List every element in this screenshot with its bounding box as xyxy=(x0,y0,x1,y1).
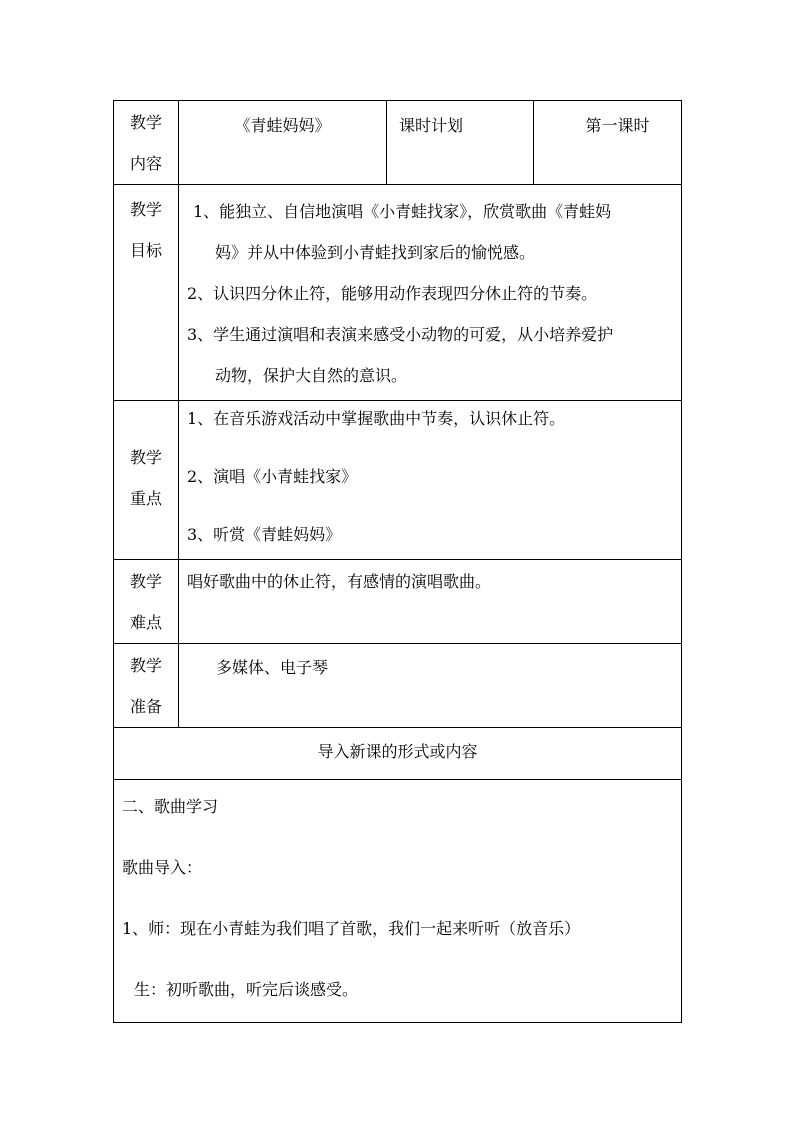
difficulty-label-cell xyxy=(114,560,179,644)
song-title: 《青蛙妈妈》 xyxy=(234,116,331,135)
lesson-cell xyxy=(534,101,682,185)
goals-row xyxy=(114,185,682,401)
content-label-line2: 内容 xyxy=(129,154,162,173)
goal-item-3-cont: 动物，保护大自然的意识。 xyxy=(215,366,408,385)
keypoints-label-line1: 教学 xyxy=(129,448,162,467)
goals-label-cell xyxy=(114,185,179,401)
preparation-cell xyxy=(179,644,682,728)
plan-label-cell xyxy=(387,101,534,185)
preparation-text: 多媒体、电子琴 xyxy=(216,658,329,677)
keypoints-label-cell xyxy=(114,401,179,560)
intro-heading: 导入新课的形式或内容 xyxy=(317,742,478,761)
preparation-label-line1: 教学 xyxy=(129,656,162,675)
lesson-plan-table xyxy=(113,100,682,1023)
content-title-cell xyxy=(179,101,387,185)
keypoints-label-line2: 重点 xyxy=(129,489,162,508)
plan-label: 课时计划 xyxy=(399,116,464,135)
preparation-label-cell xyxy=(114,644,179,728)
difficulty-cell xyxy=(179,560,682,644)
intro-heading-cell xyxy=(114,728,682,780)
keypoint-1: 1、在音乐游戏活动中掌握歌曲中节奏，认识休止符。 xyxy=(187,409,566,428)
body-line-2: 生：初听歌曲，听完后谈感受。 xyxy=(134,980,359,999)
difficulty-label-line2: 难点 xyxy=(129,613,162,632)
difficulty-row xyxy=(114,560,682,644)
goal-item-2: 2、认识四分休止符，能够用动作表现四分休止符的节奏。 xyxy=(187,284,598,303)
goals-label-line1: 教学 xyxy=(129,200,162,219)
keypoint-2: 2、演唱《小青蛙找家》 xyxy=(187,467,358,486)
content-label-line1: 教学 xyxy=(129,113,162,132)
subsection-heading: 歌曲导入： xyxy=(122,858,203,877)
keypoints-row xyxy=(114,401,682,560)
body-cell xyxy=(114,780,682,1023)
body-line-1: 1、师：现在小青蛙为我们唱了首歌，我们一起来听听（放音乐） xyxy=(122,919,581,938)
lesson-number: 第一课时 xyxy=(585,116,650,135)
content-label-cell xyxy=(114,101,179,185)
goal-item-1-cont: 妈》并从中体验到小青蛙找到家后的愉悦感。 xyxy=(215,243,536,262)
preparation-row xyxy=(114,644,682,728)
content-row xyxy=(114,101,682,185)
section-heading: 二、歌曲学习 xyxy=(122,797,219,816)
goals-cell xyxy=(179,185,682,401)
keypoints-cell xyxy=(179,401,682,560)
goal-item-3: 3、学生通过演唱和表演来感受小动物的可爱，从小培养爱护 xyxy=(187,325,614,344)
goal-item-1: 1、能独立、自信地演唱《小青蛙找家》，欣赏歌曲《青蛙妈 xyxy=(193,202,612,221)
difficulty-text: 唱好歌曲中的休止符，有感情的演唱歌曲。 xyxy=(187,572,492,591)
body-row xyxy=(114,780,682,1023)
keypoint-3: 3、听赏《青蛙妈妈》 xyxy=(187,525,342,544)
difficulty-label-line1: 教学 xyxy=(129,572,162,591)
intro-heading-row xyxy=(114,728,682,780)
goals-label-line2: 目标 xyxy=(129,241,162,260)
preparation-label-line2: 准备 xyxy=(129,697,162,716)
